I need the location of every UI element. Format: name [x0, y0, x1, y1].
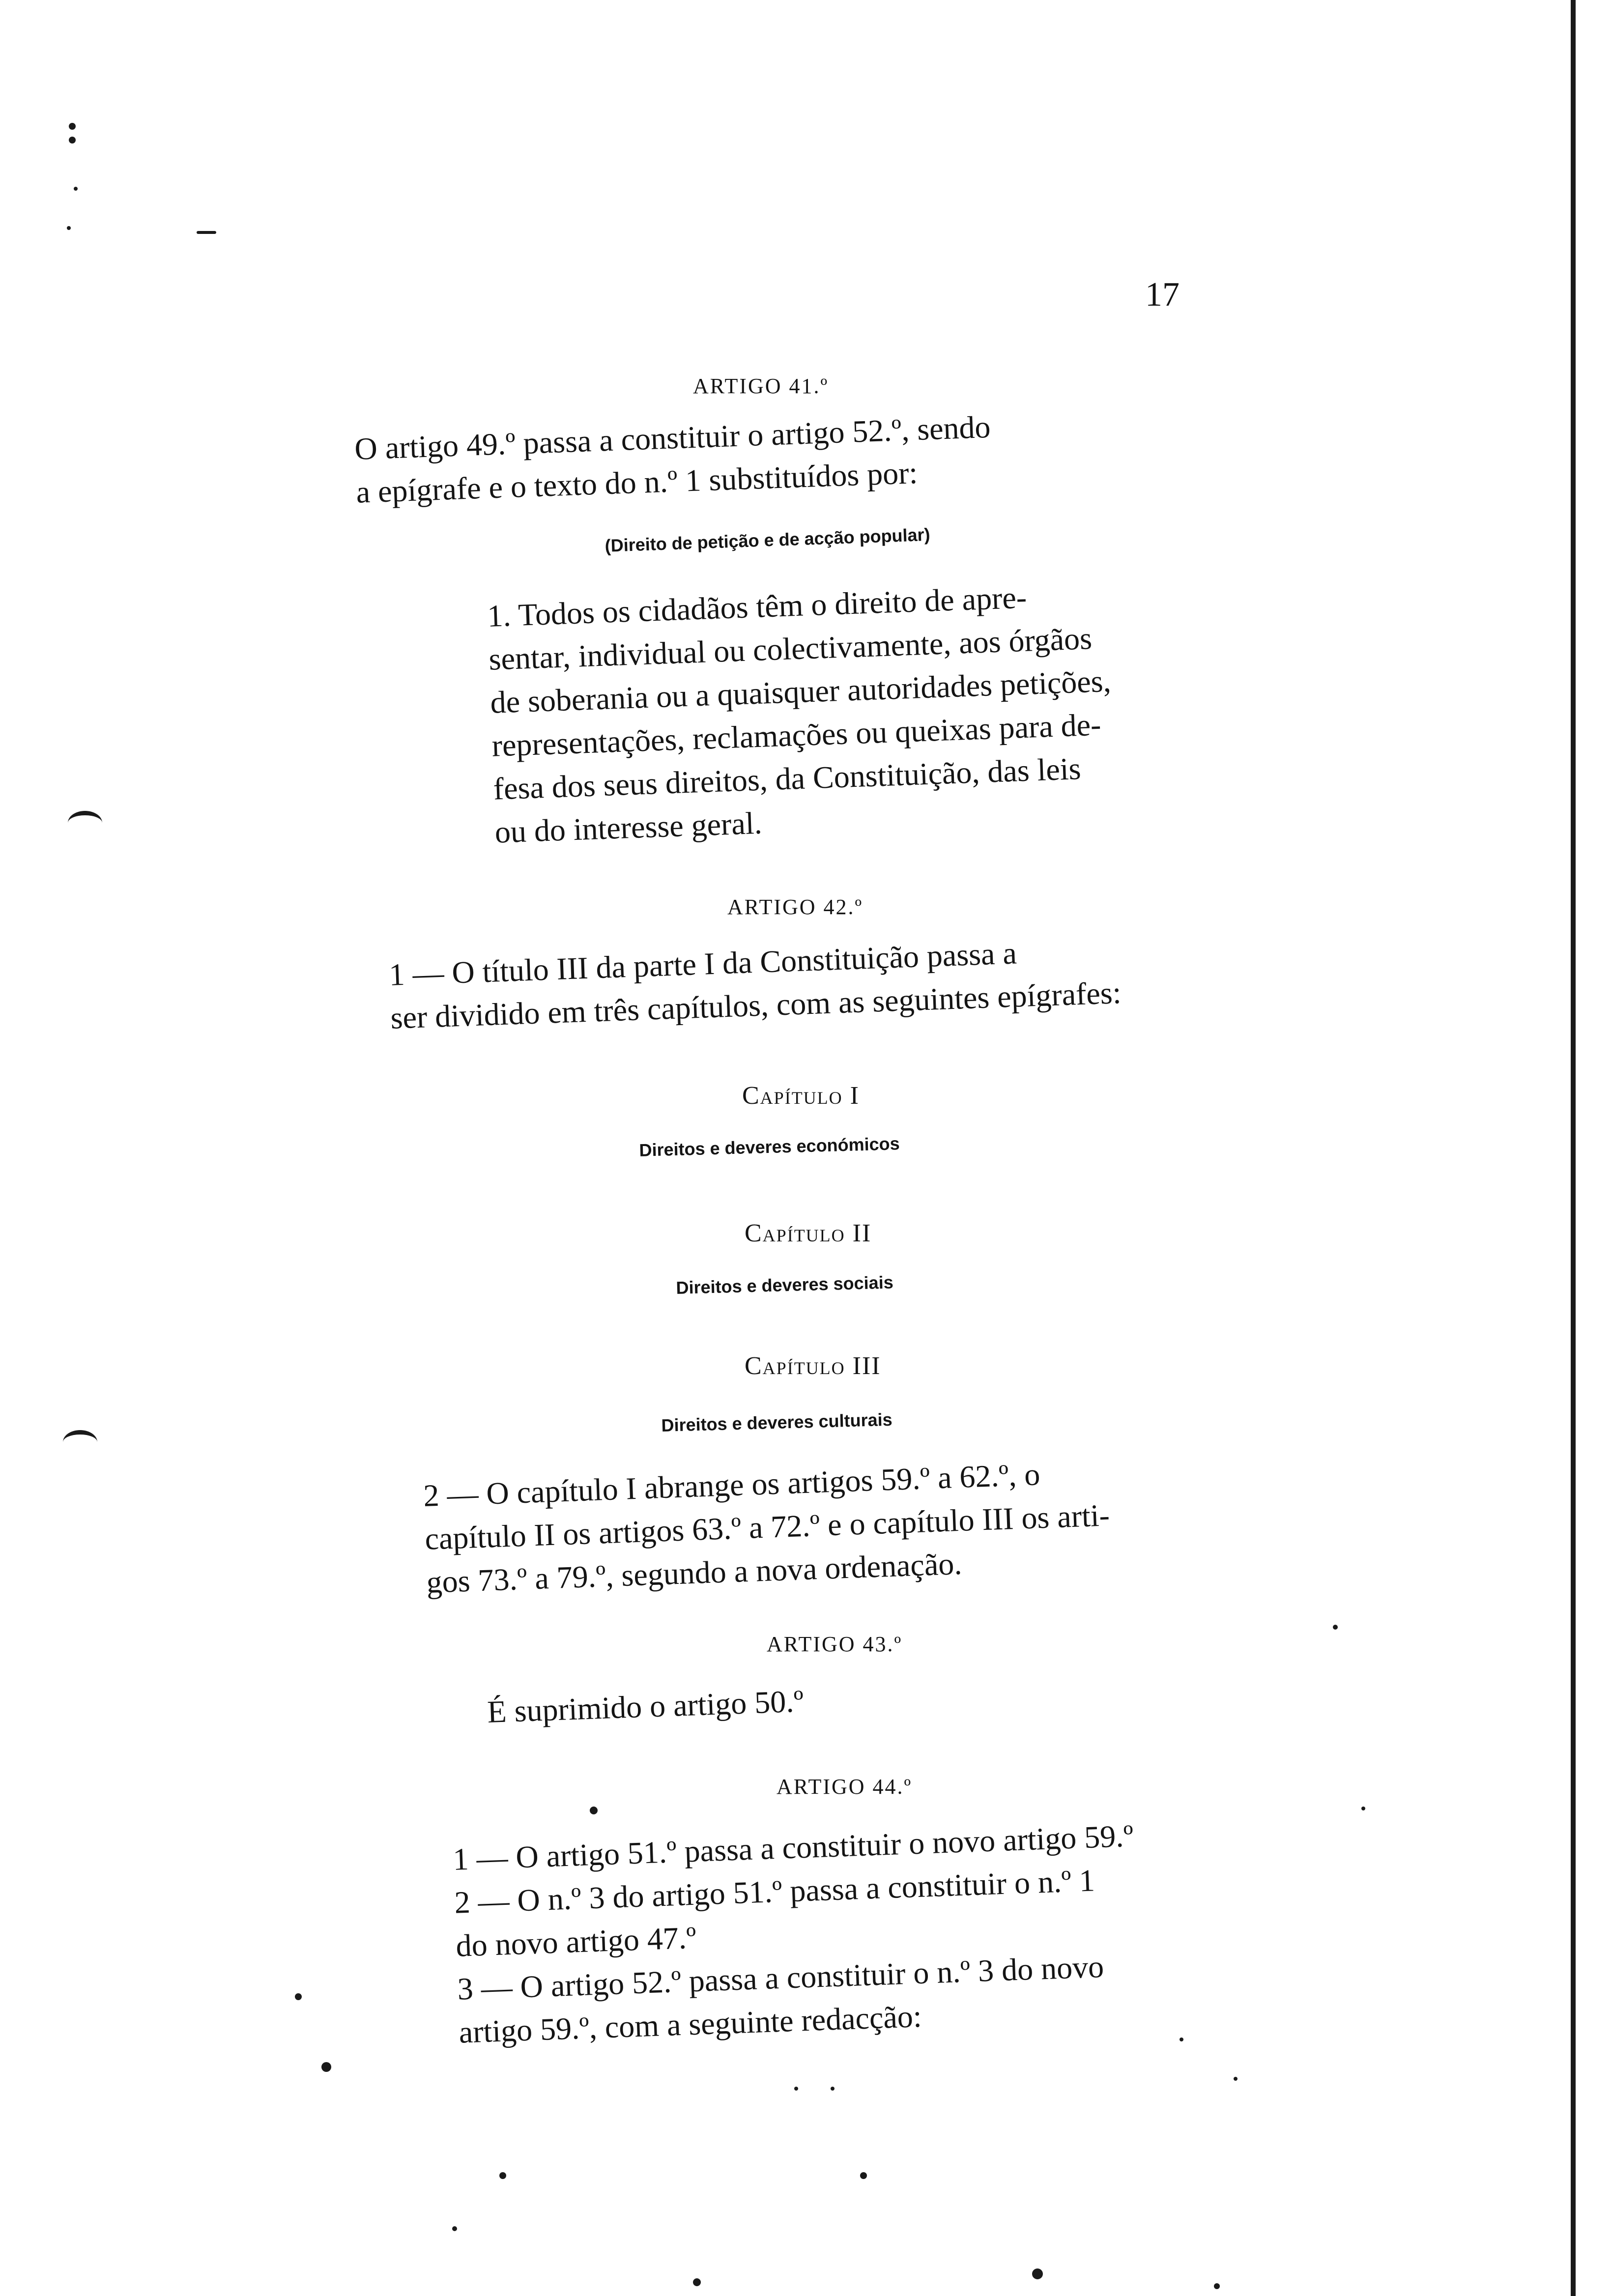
scan-speck: [452, 2226, 457, 2231]
article-42-heading: ARTIGO 42.º: [727, 895, 864, 919]
article-44-heading: ARTIGO 44.º: [777, 1775, 913, 1799]
article-41-epigraph: (Direito de petição e de acção popular): [604, 524, 931, 556]
scan-speck: [197, 231, 216, 234]
scan-speck: [1032, 2268, 1043, 2279]
article-43-heading: ARTIGO 43.º: [767, 1632, 903, 1656]
scan-speck: [67, 226, 71, 230]
article-44-text: 1 — O artigo 51.º passa a constituir o novo artigo 59.º 2 — O n.º 3 do artigo 51.º passa a constituir o n.º 1 do novo artigo 47.º 3 — O artigo 52.º passa a constituir o n.º 3 do novo artigo 59.º, com a seguinte redacção:: [452, 1818, 1134, 2050]
scan-speck: [74, 187, 78, 191]
article-41-intro: O artigo 49.º passa a constituir o artigo 52.º, sendo a epígrafe e o texto do n.º 1 substituídos por:: [354, 409, 991, 510]
scan-mark-arc: [63, 1430, 97, 1454]
scan-speck: [693, 2278, 701, 2286]
scan-speck: [69, 137, 76, 144]
chapter-1-title: Capítulo I: [742, 1082, 860, 1110]
scan-speck: [590, 1807, 598, 1814]
chapter-2-title: Capítulo II: [745, 1219, 872, 1247]
scan-speck: [1234, 2077, 1238, 2081]
page-number: 17: [1145, 276, 1180, 314]
article-43-text: É suprimido o artigo 50.º: [487, 1683, 805, 1729]
scan-speck: [499, 2172, 506, 2179]
scan-speck: [1361, 1807, 1365, 1810]
scan-speck: [69, 123, 76, 130]
article-41-quote: 1. Todos os cidadãos têm o direito de apre- sentar, individual ou colectivamente, aos órgãos de soberania ou a quaisquer autoridades petições, representações, reclamações ou queixas para de- fesa dos seus direitos, da Constituição, das leis ou do interesse geral.: [487, 579, 1112, 850]
article-42-paragraph-2: 2 — O capítulo I abrange os artigos 59.º a 62.º, o capítulo II os artigos 63.º a 72.º e o capítulo III os arti- gos 73.º a 79.º, segundo a nova ordenação.: [423, 1457, 1110, 1600]
page-edge-border: [1571, 0, 1576, 2296]
scan-speck: [794, 2087, 798, 2091]
chapter-2-subtitle: Direitos e deveres sociais: [676, 1272, 894, 1298]
scan-speck: [1180, 2038, 1183, 2041]
scan-speck: [295, 1993, 302, 2000]
scan-mark-arc: [68, 811, 102, 835]
scan-speck: [321, 2062, 331, 2072]
scan-speck: [831, 2087, 835, 2091]
chapter-3-subtitle: Direitos e deveres culturais: [661, 1409, 893, 1435]
chapter-1-subtitle: Direitos e deveres económicos: [639, 1133, 900, 1160]
scan-speck: [1214, 2283, 1220, 2289]
scan-speck: [860, 2172, 867, 2179]
scan-speck: [1333, 1625, 1338, 1630]
article-41-heading: ARTIGO 41.º: [693, 374, 829, 398]
chapter-3-title: Capítulo III: [745, 1352, 881, 1380]
article-42-paragraph-1: 1 — O título III da parte I da Constituição passa a ser dividido em três capítulos, com as seguintes epígrafes:: [388, 935, 1122, 1035]
